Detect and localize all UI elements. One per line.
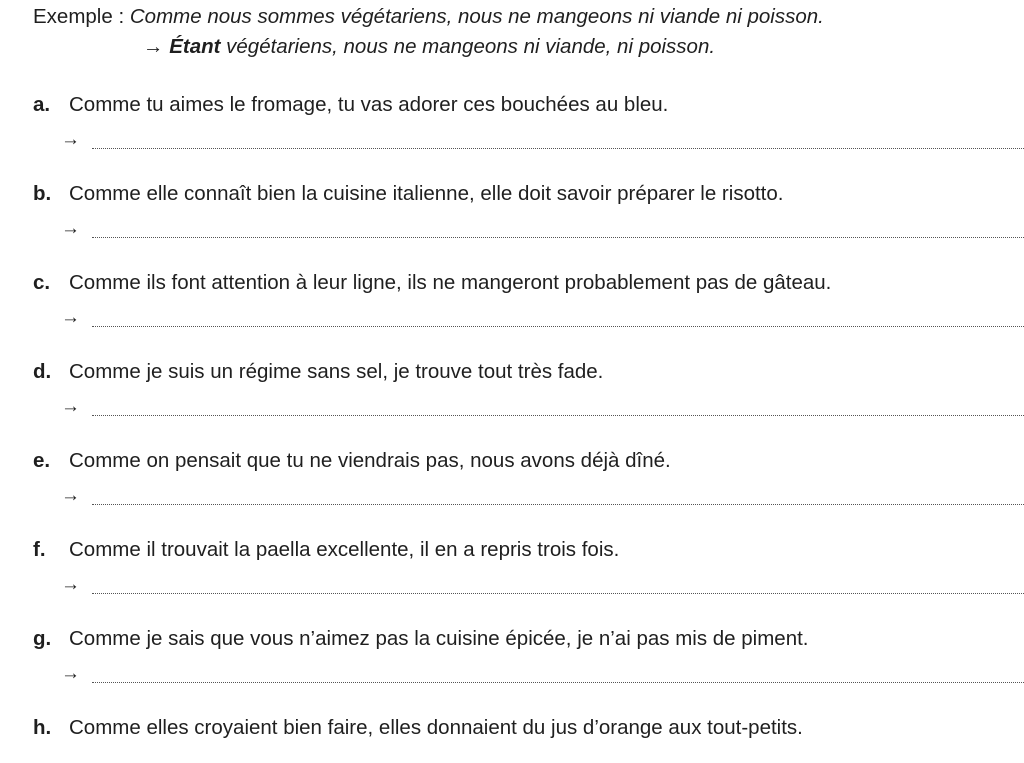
- example-answer-keyword: Étant: [169, 35, 221, 58]
- answer-line[interactable]: [92, 415, 1024, 416]
- item-letter: f.: [33, 538, 46, 561]
- item-letter: g.: [33, 627, 52, 650]
- answer-arrow-icon: →: [61, 396, 80, 417]
- answer-arrow-icon: →: [61, 129, 80, 150]
- item-letter: c.: [33, 271, 51, 294]
- item-letter: d.: [33, 360, 52, 383]
- answer-line[interactable]: [92, 237, 1024, 238]
- example-answer-rest: végétariens, nous ne mangeons ni viande, ni poisson.: [220, 35, 716, 58]
- item-letter: b.: [33, 182, 52, 205]
- exercise-item-g: [33, 626, 1024, 696]
- item-sentence: Comme je suis un régime sans sel, je trouve tout très fade.: [69, 360, 604, 383]
- item-sentence: Comme on pensait que tu ne viendrais pas, nous avons déjà dîné.: [69, 449, 671, 472]
- item-sentence: Comme il trouvait la paella excellente, il en a repris trois fois.: [69, 538, 620, 561]
- answer-line[interactable]: [92, 682, 1024, 683]
- example-sentence: Comme nous sommes végétariens, nous ne mangeons ni viande ni poisson.: [129, 5, 824, 28]
- answer-arrow-icon: →: [61, 663, 80, 684]
- exercise-item-a: [33, 92, 1024, 162]
- item-sentence: Comme je sais que vous n’aimez pas la cuisine épicée, je n’ai pas mis de piment.: [69, 627, 809, 650]
- item-sentence: Comme elle connaît bien la cuisine italienne, elle doit savoir préparer le risotto.: [69, 182, 784, 205]
- answer-arrow-icon: →: [61, 218, 80, 239]
- exercise-item-b: [33, 181, 1024, 251]
- example-answer: [143, 33, 715, 61]
- exercise-item-f: [33, 537, 1024, 607]
- exercise-item-c: [33, 270, 1024, 340]
- answer-line[interactable]: [92, 148, 1024, 149]
- item-letter: h.: [33, 716, 52, 739]
- example-line: [33, 3, 824, 31]
- exercise-item-d: [33, 359, 1024, 429]
- exercise-item-h: [33, 715, 1024, 755]
- exercise-item-e: [33, 448, 1024, 518]
- answer-line[interactable]: [92, 593, 1024, 594]
- item-sentence: Comme tu aimes le fromage, tu vas adorer ces bouchées au bleu.: [69, 93, 669, 116]
- item-letter: e.: [33, 449, 51, 472]
- answer-arrow-icon: →: [61, 307, 80, 328]
- answer-line[interactable]: [92, 326, 1024, 327]
- answer-arrow-icon: →: [61, 574, 80, 595]
- item-sentence: Comme elles croyaient bien faire, elles donnaient du jus d’orange aux tout-petits.: [69, 716, 803, 739]
- example-arrow-icon: →: [143, 35, 164, 58]
- answer-line[interactable]: [92, 504, 1024, 505]
- item-sentence: Comme ils font attention à leur ligne, ils ne mangeront probablement pas de gâteau.: [69, 271, 832, 294]
- example-label: Exemple :: [33, 5, 125, 28]
- item-letter: a.: [33, 93, 51, 116]
- answer-arrow-icon: →: [61, 485, 80, 506]
